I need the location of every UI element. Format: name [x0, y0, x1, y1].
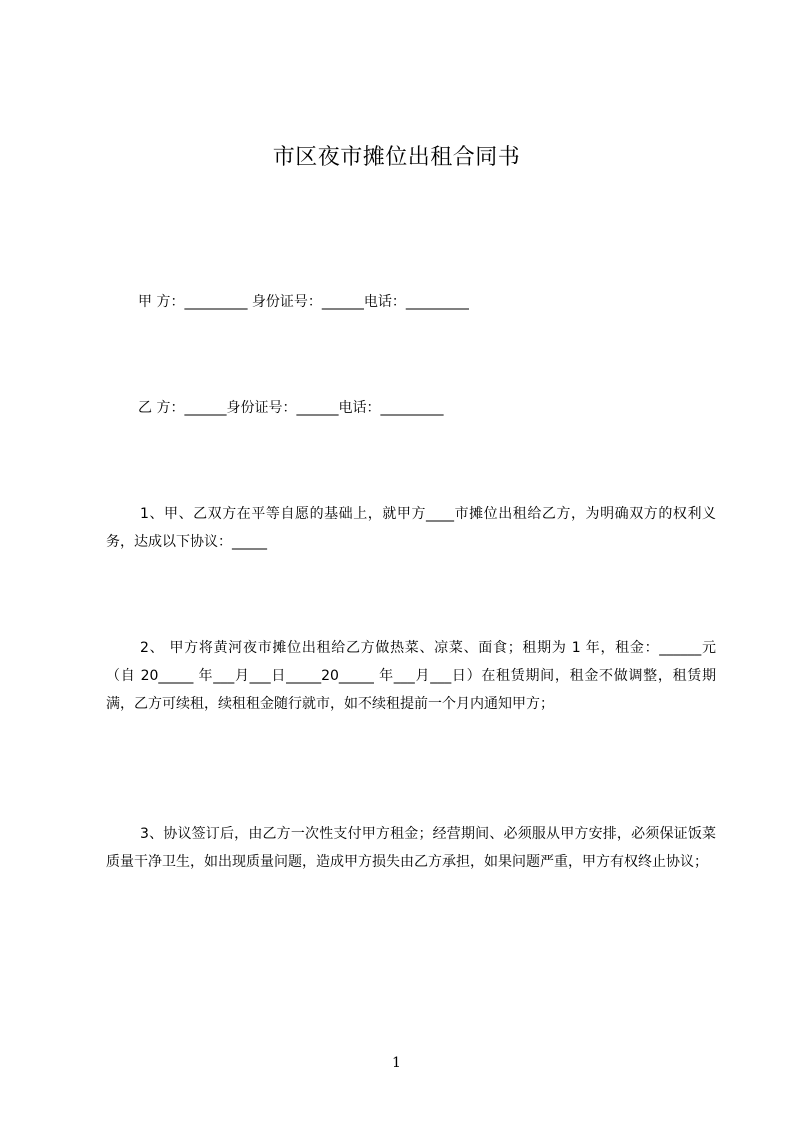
party-b-line: 乙 方：______身份证号：______电话：_________ [138, 400, 444, 416]
page-number: 1 [392, 1055, 401, 1071]
clause-2: 2、 甲方将黄河夜市摊位出租给乙方做热菜、凉菜、面食；租期为 1 年，租金：______元（自 20_____ 年___月___日_____20_____ 年___月___日）在租赁期间，租金不做调整，租赁期满，乙方可续租，续租租金随行就市，如不续租提前一个月内通知甲方； [106, 640, 716, 712]
clause-3: 3、协议签订后，由乙方一次性支付甲方租金；经营期间、必须服从甲方安排，必须保证饭菜质量干净卫生，如出现质量问题，造成甲方损失由乙方承担，如果问题严重，甲方有权终止协议； [106, 826, 716, 870]
document-title: 市区夜市摊位出租合同书 [272, 145, 521, 170]
clause-1: 1、甲、乙双方在平等自愿的基础上，就甲方____市摊位出租给乙方，为明确双方的权利义务，达成以下协议：_____ [106, 506, 716, 550]
party-a-line: 甲 方：_________ 身份证号：______电话：_________ [138, 294, 469, 310]
